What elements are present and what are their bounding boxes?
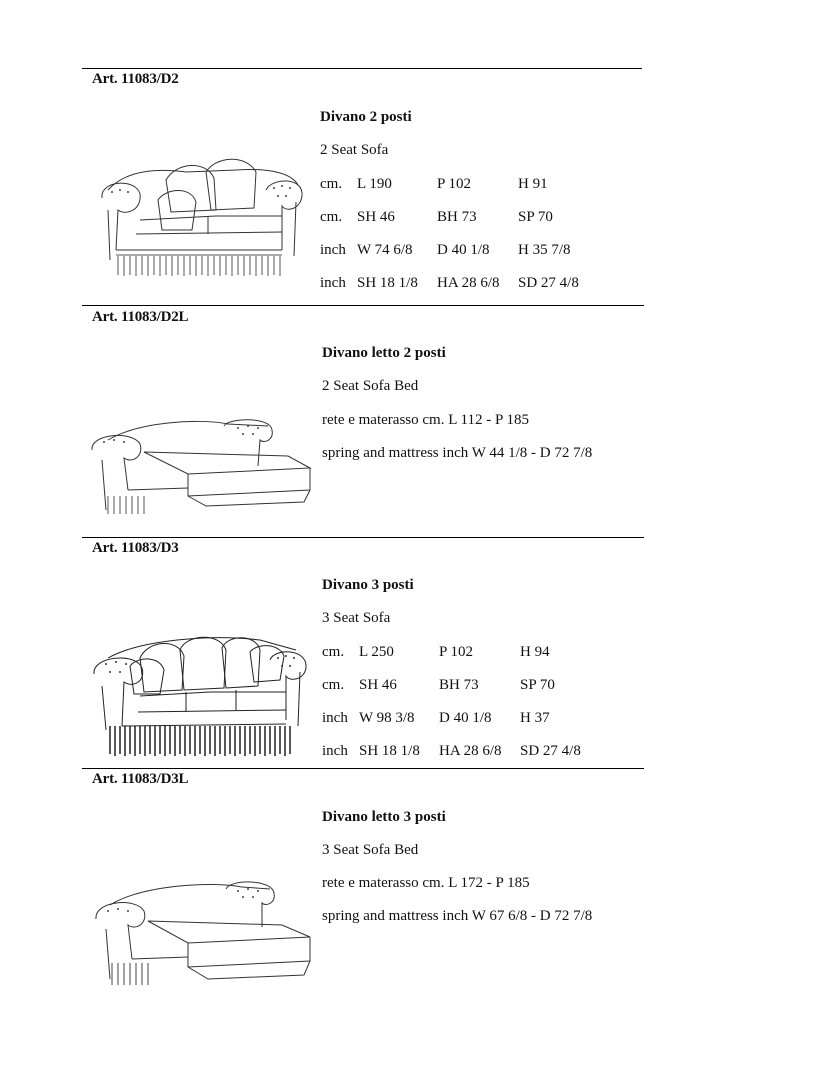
dim-value: D 40 1/8: [437, 242, 490, 258]
dim-value: SH 46: [359, 677, 397, 693]
dim-value: H 35 7/8: [518, 242, 571, 258]
dim-unit: inch: [322, 743, 348, 759]
dim-value: SP 70: [518, 209, 553, 225]
dim-value: BH 73: [439, 677, 479, 693]
dim-unit: inch: [320, 275, 346, 291]
dim-unit: inch: [320, 242, 346, 258]
section-divider: [82, 537, 644, 538]
article-number: Art. 11083/D2: [92, 71, 179, 87]
dim-value: HA 28 6/8: [439, 743, 502, 759]
product-title: Divano 3 posti: [322, 577, 414, 593]
product-subtitle: 3 Seat Sofa Bed: [322, 842, 419, 858]
sofa-3-seat-drawing: [90, 630, 310, 760]
spec-line: spring and mattress inch W 67 6/8 - D 72 7/8: [322, 908, 593, 924]
dim-unit: cm.: [320, 209, 343, 225]
dim-value: H 91: [518, 176, 548, 192]
dim-unit: inch: [322, 710, 348, 726]
dim-value: L 250: [359, 644, 394, 660]
article-number: Art. 11083/D3L: [92, 771, 189, 787]
sofa-bed-2-seat-drawing: [88, 410, 313, 520]
dim-value: SP 70: [520, 677, 555, 693]
sofa-2-seat-drawing: [96, 150, 306, 285]
dim-unit: cm.: [322, 644, 345, 660]
product-subtitle: 2 Seat Sofa: [320, 142, 389, 158]
dim-value: D 40 1/8: [439, 710, 492, 726]
section-divider: [82, 305, 644, 306]
dim-value: HA 28 6/8: [437, 275, 500, 291]
dim-unit: cm.: [322, 677, 345, 693]
dim-value: SH 46: [357, 209, 395, 225]
dim-value: SD 27 4/8: [520, 743, 581, 759]
product-title: Divano 2 posti: [320, 109, 412, 125]
article-number: Art. 11083/D2L: [92, 309, 189, 325]
dim-value: BH 73: [437, 209, 477, 225]
spec-line: spring and mattress inch W 44 1/8 - D 72 7/8: [322, 445, 593, 461]
product-subtitle: 2 Seat Sofa Bed: [322, 378, 419, 394]
section-divider: [82, 768, 644, 769]
dim-value: W 74 6/8: [357, 242, 413, 258]
spec-line: rete e materasso cm. L 112 - P 185: [322, 412, 530, 428]
product-title: Divano letto 2 posti: [322, 345, 446, 361]
dim-value: SH 18 1/8: [359, 743, 420, 759]
dim-value: L 190: [357, 176, 392, 192]
dim-value: W 98 3/8: [359, 710, 415, 726]
product-title: Divano letto 3 posti: [322, 809, 446, 825]
dim-value: SD 27 4/8: [518, 275, 579, 291]
dim-value: H 94: [520, 644, 550, 660]
sofa-bed-3-seat-drawing: [92, 875, 317, 990]
dim-value: P 102: [437, 176, 472, 192]
dim-unit: cm.: [320, 176, 343, 192]
product-subtitle: 3 Seat Sofa: [322, 610, 391, 626]
dim-value: P 102: [439, 644, 474, 660]
section-divider: [82, 68, 642, 69]
spec-line: rete e materasso cm. L 172 - P 185: [322, 875, 530, 891]
dim-value: H 37: [520, 710, 550, 726]
dim-value: SH 18 1/8: [357, 275, 418, 291]
article-number: Art. 11083/D3: [92, 540, 179, 556]
